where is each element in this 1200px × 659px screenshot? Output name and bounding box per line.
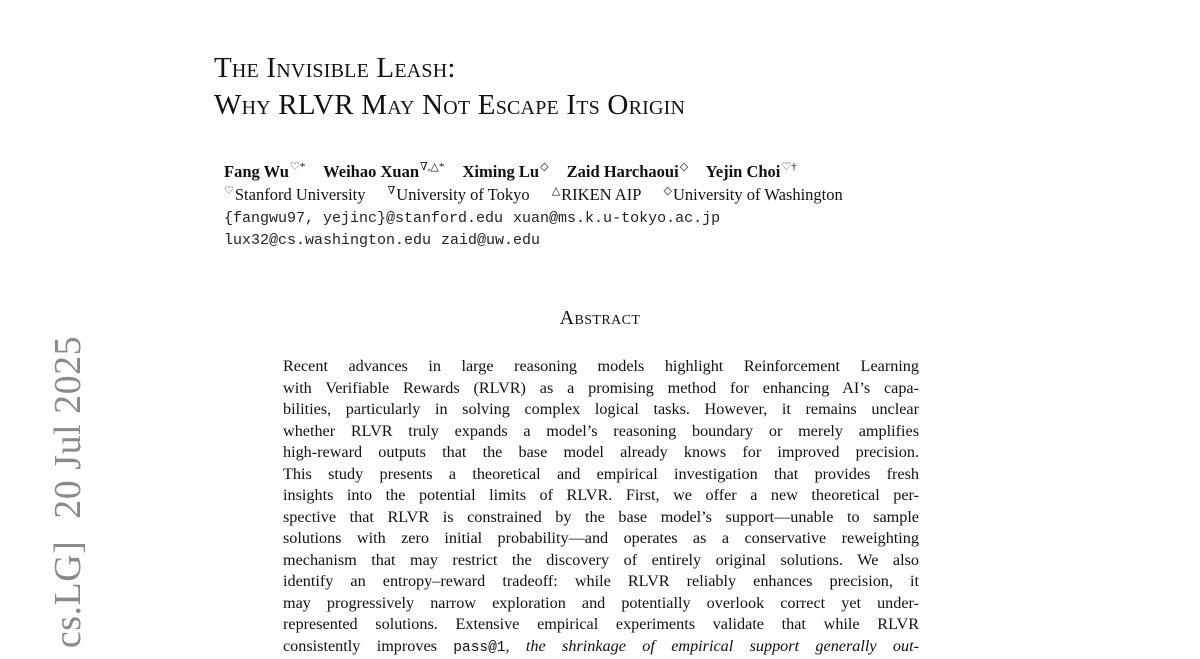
author-marks: ♡† — [781, 161, 797, 173]
email-address[interactable]: {fangwu97, yejinc}@stanford.edu — [224, 210, 504, 227]
affiliation — [224, 185, 365, 204]
email-address[interactable]: lux32@cs.washington.edu — [224, 232, 432, 249]
author — [706, 162, 797, 181]
abstract-line: identify an entropy–reward tradeoff: while RLVR reliably enhances precision, it — [283, 572, 919, 590]
title-line-2: Why RLVR May Not Escape Its Origin — [214, 89, 686, 121]
arxiv-date: 20 Jul 2025 — [47, 335, 89, 519]
affiliation — [552, 185, 642, 204]
email-line — [224, 230, 730, 252]
author-name: Yejin Choi — [705, 162, 781, 181]
abstract-text-italic: , the shrinkage of empirical support generally out- — [505, 636, 919, 655]
abstract-line: mechanism that may restrict the discovery of entirely original solutions. We also — [283, 550, 919, 569]
abstract-line: spective that RLVR is constrained by the base model’s support—unable to sample — [283, 507, 919, 526]
abstract-line: represented solutions. Extensive empirical experiments validate that while RLVR — [283, 615, 919, 633]
author — [323, 162, 444, 181]
author-marks: ∇,△* — [420, 161, 445, 173]
affiliation-list — [224, 184, 861, 205]
title-line-1: The Invisible Leash: — [214, 52, 456, 84]
affiliation — [388, 185, 530, 204]
email-block — [224, 208, 730, 252]
author-name: Zaid Harchaoui — [566, 162, 679, 181]
abstract-line: solutions with zero initial probability—and operates as a conservative reweighting — [283, 529, 919, 547]
paper-title — [214, 50, 685, 124]
abstract-heading: Abstract — [559, 307, 641, 329]
affiliation-name: Stanford University — [234, 185, 366, 204]
email-line — [224, 208, 730, 230]
author-name: Ximing Lu — [462, 162, 540, 181]
affiliation-mark: ∇ — [387, 185, 396, 197]
abstract-body — [283, 356, 919, 657]
affiliation-name: University of Tokyo — [396, 185, 530, 204]
abstract-line: insights into the potential limits of RLVR. First, we offer a new theoretical per- — [283, 486, 919, 504]
author-marks: ◇ — [679, 161, 689, 173]
affiliation-mark: ♡ — [224, 185, 234, 197]
author-marks: ◇ — [540, 161, 549, 173]
affiliation-name: University of Washington — [672, 185, 843, 204]
affiliation — [664, 185, 843, 204]
abstract-text: consistently improves — [283, 636, 454, 655]
author-list — [224, 160, 811, 182]
arxiv-category: cs.LG] — [47, 540, 89, 649]
affiliation-mark: △ — [551, 185, 561, 197]
author — [567, 162, 688, 181]
arxiv-sidebar-stamp — [46, 336, 90, 648]
author-name: Weihao Xuan — [323, 162, 419, 181]
abstract-line-last — [283, 636, 919, 658]
abstract-line: This study presents a theoretical and empirical investigation that provides fresh — [283, 464, 919, 483]
email-address[interactable]: xuan@ms.k.u-tokyo.ac.jp — [513, 210, 721, 227]
affiliation-name: RIKEN AIP — [561, 185, 642, 204]
author-name: Fang Wu — [224, 162, 289, 181]
abstract-line: whether RLVR truly expands a model’s reasoning boundary or merely amplifies — [283, 421, 919, 440]
abstract-line: Recent advances in large reasoning models highlight Reinforcement Learning — [283, 357, 919, 375]
email-address[interactable]: zaid@uw.edu — [441, 232, 541, 249]
abstract-line: with Verifiable Rewards (RLVR) as a promising method for enhancing AI’s capa- — [283, 378, 919, 397]
affiliation-mark: ◇ — [663, 185, 672, 197]
author — [224, 162, 305, 181]
author-marks: ♡* — [289, 161, 306, 173]
metric-name: pass@1 — [453, 639, 506, 656]
author — [463, 162, 549, 181]
abstract-line: may progressively narrow exploration and potentially overlook correct yet under- — [283, 593, 919, 612]
abstract-line: high-reward outputs that the base model already knows for improved precision. — [283, 443, 919, 461]
abstract-line: bilities, particularly in solving complex logical tasks. However, it remains unclear — [283, 400, 919, 418]
